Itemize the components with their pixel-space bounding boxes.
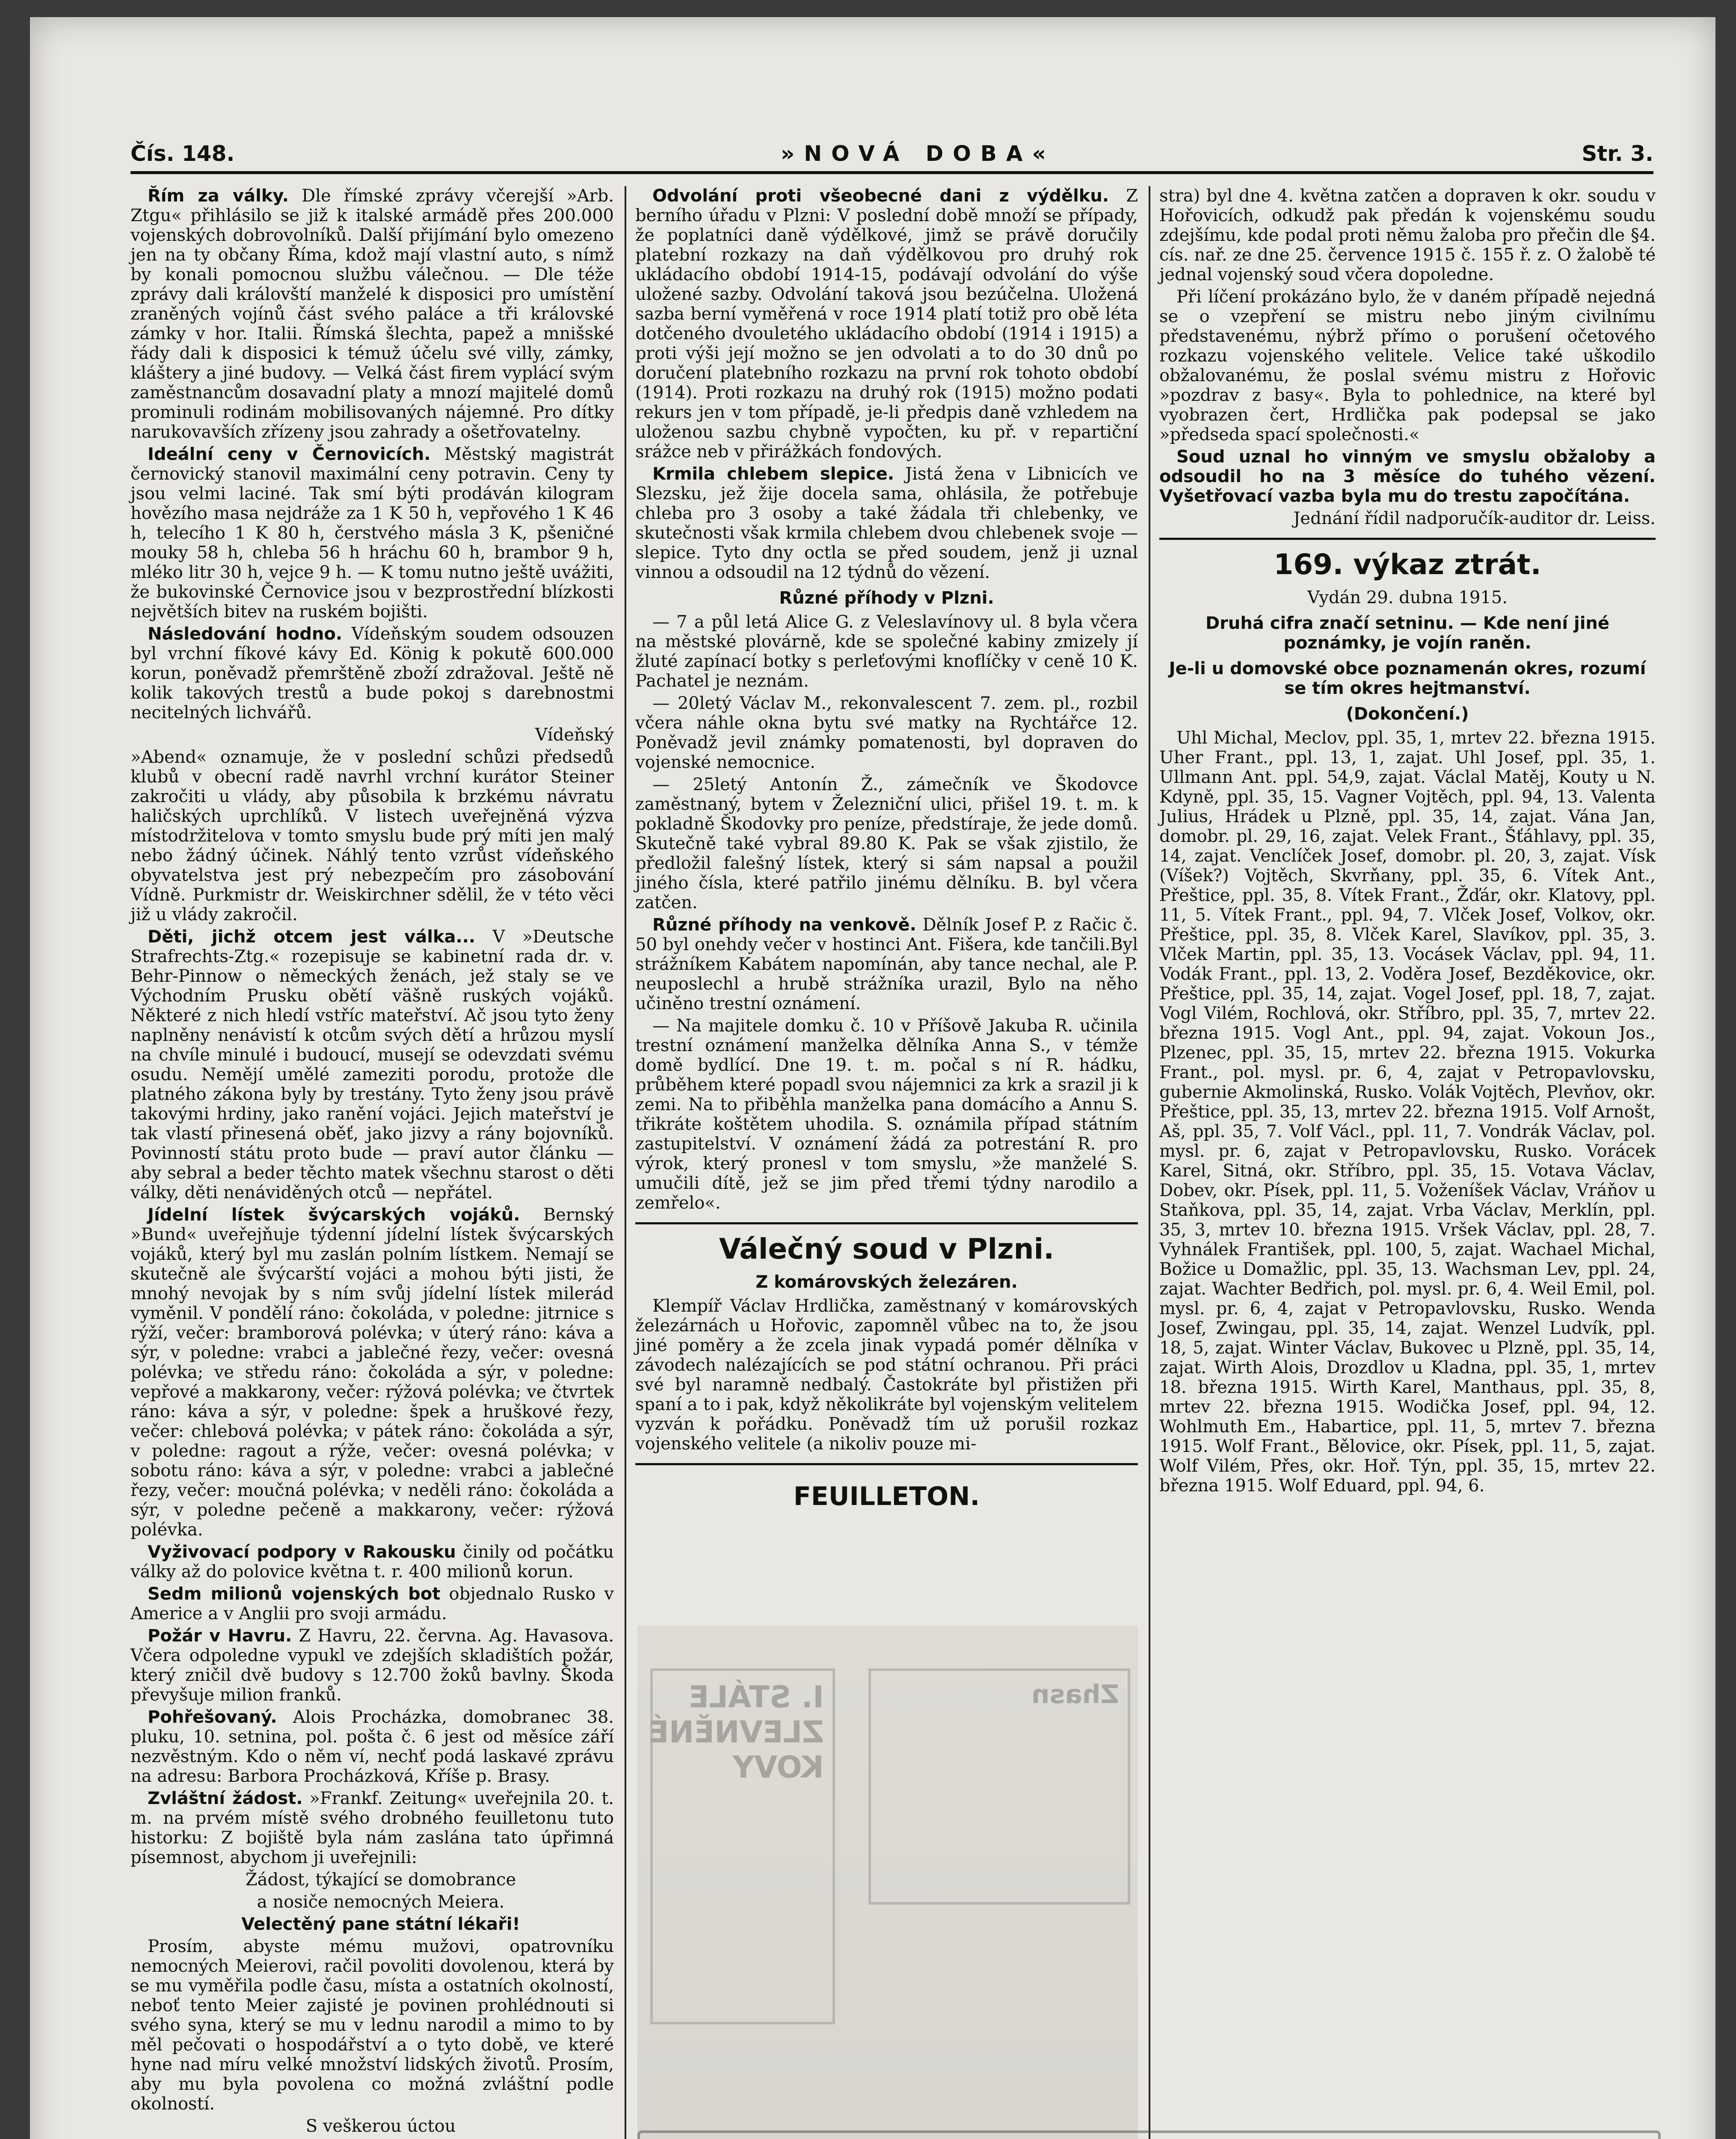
- column-1: [130, 186, 614, 2139]
- page-number: Str. 3.: [1582, 141, 1653, 166]
- article-country-events: Různé příhody na venkově. Dělník Josef P. z Račic č. 50 byl onehdy večer v hostinci Ant. Fišera, kde tančili.Byl strážníkem Kabátem napomínán, aby tance nechal, ale P. neuposlechl a hrubě strážníka urazil, Bylo na něho učiněno trestní oznámení.: [635, 915, 1138, 1013]
- event-prisov: — Na majitele domku č. 10 v Příšově Jakuba R. učinila trestní oznámení manželka dělníka Anna S., v témže domě bydlící. Dne 19. t. m. počal s ní R. hádku, průběhem které popadl svou nájemnici za krk a srazil ji k zemi. Na to přiběhla manželka pana domácího a Annu S. třikráte koštětem uhodila. S. oznámila případ státním zastupitelství. V oznámení žádá za potrestání R. pro výrok, který pronesl v tom smyslu, »že manželé S. umučili dítě, jež se jim před třemi týdny narodilo a zemřelo«.: [635, 1016, 1138, 1213]
- divider: [635, 1222, 1138, 1224]
- article-war-children: Děti, jichž otcem jest válka... V »Deutsche Strafrechts-Ztg.« rozepisuje se kabinetní rada dr. v. Behr-Pinnow o německých ženách, jež staly se ve Východním Prusku obětí väšně ruských vojáků. Některé z nich hledí vstříc mateřství. Ač jsou tyto ženy naplněny nenávistí k otcům svých dětí a hrůzou myslí na chvíle minulé i budoucí, musejí se odevzdati svému osudu. Nemějí umělé zameziti porodu, protože dle platného zákona byly by trestány. Tyto ženy jsou právě takovými hrdiny, jako ranění vojáci. Jejich mateřství je tak vlastí přinesená oběť, jako jizvy a rány bojovníků. Povinností státu proto bude — praví autor článku — aby sebral a beder těchto matek všechnu starost o děti války, děti nenáviděných otců — nepřátel.: [130, 927, 614, 1203]
- loss-report-title: 169. výkaz ztrát.: [1274, 548, 1541, 581]
- article-missing: Pohřešovaný. Alois Procházka, domobranec 38. pluku, 10. setnina, pol. pošta č. 6 jest od měsíce září nezvěstným. Kdo o něm ví, nechť podá laskavé zprávu na adresu: Barbora Procházková, Kříše p. Brasy.: [130, 1707, 614, 1786]
- divider: [1159, 538, 1656, 540]
- letter-title-1: Žádost, týkající se domobrance: [245, 1870, 516, 1890]
- letter-body: Prosím, abyste mému mužovi, opatrovníku nemocných Meierovi, račil povoliti dovolenou, která by se mu vyměřila podle času, místa a ostatních okolností, neboť tento Meier zajisté je povinen prohlédnouti si svého syna, který se mu v lednu narodil a mimo to by měl pečovati o hospodářství a o tyto době, ve které hyne nad míru velké množství lidských životů. Prosím, aby mu byla povolena co možná zvláštní podle okolností.: [130, 1937, 614, 2114]
- column-3: [1159, 186, 1656, 1498]
- court-subtitle: Z komárovských železáren.: [755, 1272, 1018, 1292]
- loss-report-list: Uhl Michal, Meclov, ppl. 35, 1, mrtev 22. března 1915. Uher Frant., ppl. 13, 1, zajat. Uhl Josef, ppl. 35, 1. Ullmann Ant. ppl. 54,9, zajat. Václal Matěj, Kouty u N. Kdyně, ppl. 35, 15. Vagner Vojtěch, ppl. 94, 13. Valenta Julius, Hrádek u Plzně, ppl. 35, 14, zajat. Vána Jan, domobr. pl. 29, 16, zajat. Velek Frant., Šťáhlavy, ppl. 35, 14, zajat. Venclíček Josef, domobr. pl. 20, 3, zajat. Vísk (Víšek?) Vojtěch, Skvrňany, ppl. 35, 6. Vítek Ant., Přeštice, ppl. 35, 8. Vítek Frant., Žďár, okr. Klatovy, ppl. 11, 5. Vítek Frant., ppl. 94, 7. Vlček Josef, Volkov, okr. Přeštice, ppl. 35, 8. Vlček Karel, Slavíkov, ppl. 35, 3. Vlček Martin, ppl. 35, 13. Vocásek Václav, ppl. 94, 11. Vodák Frant., ppl. 13, 2. Voděra Josef, Bezděkovice, okr. Přeštice, ppl. 35, 14, zajat. Vogel Josef, ppl. 18, 7, zajat. Vogl Vilém, Rochlová, okr. Stříbro, ppl. 35, 7, mrtev 22. března 1915. Vogl Ant., ppl. 94, zajat. Vokoun Jos., Plzenec, ppl. 35, 15, mrtev 22. března 1915. Vokurka Frant., pol. mysl. pr. 6, 4, zajat v Petropavlovsku, gubernie Akmolinská, Rusko. Volák Vojtěch, Plevňov, okr. Přeštice, ppl. 35, 13, mrtev 22. března 1915. Volf Arnošt, Aš, ppl. 35, 7. Volf Václ., ppl. 11, 7. Vondrák Václav, pol. mysl. pr. 6, zajat v Petropavlovsku, Rusko. Vorácek Karel, Sitná, okr. Stříbro, ppl. 35, 15. Votava Václav, Dobev, okr. Písek, ppl. 11, 5. Voženíšek Václav, Vráňov u Staňkova, ppl. 35, 14, zajat. Vrba Václav, Merklín, ppl. 35, 3, mrtev 10. března 1915. Vršek Václav, ppl. 28, 7. Vyhnálek František, ppl. 100, 5, zajat. Wachael Michal, Božice u Domažlic, ppl. 35, 13. Wachsman Lev, ppl. 24, zajat. Wachter Bedřich, pol. mysl. pr. 6, 4. Weil Emil, pol. mysl. pr. 6, 4, zajat v Petropavlovsku, Rusko. Wenda Josef, Zwingau, ppl. 35, 14, zajat. Wenzel Ludvík, ppl. 18, 5, zajat. Winter Václav, Bukovec u Plzně, ppl. 35, 14, zajat. Wirth Alois, Drozdlov u Kladna, ppl. 35, 1, mrtev 18. března 1915. Wirth Karel, Manthaus, ppl. 35, 8, mrtev 22. března 1915. Wodička Josef, ppl. 94, 12. Wohlmuth Em., Habartice, ppl. 11, 5, mrtev 7. března 1915. Wolf Frant., Bělovice, okr. Písek, ppl. 11, 5, zajat. Wolf Vilém, Přes, okr. Hoř. Týn, ppl. 35, 15, mrtev 22. března 1915. Wolf Eduard, ppl. 94, 6.: [1159, 728, 1656, 1496]
- event-vaclav: — 20letý Václav M., rekonvalescent 7. zem. pl., rozbil včera náhle okna bytu své matky na Rychtářce 12. Poněvadž jevil známky pomatenosti, byl dopraven do vojenské nemocnice.: [635, 693, 1138, 772]
- section-plzen-events: Různé příhody v Plzni.: [779, 588, 994, 608]
- loss-report-date: Vydán 29. dubna 1915.: [1307, 588, 1508, 607]
- bleed-through-advertisement: [637, 2130, 1661, 2139]
- article-vienna-lead: Vídeňský: [535, 725, 614, 745]
- event-antonin: — 25letý Antonín Ž., zámečník ve Škodovce zaměstnaný, bytem v Železniční ulici, přišel 19. t. m. k pokladně Škodovky pro peníze, předstíraje, že jede domů. Skutečně také vybral 89.80 K. Pak se však zjistilo, že předložil falešný lístek, který si sám napsal a použil jiného čísla, které patřilo jinému dělníku. B. byl včera zatčen.: [635, 775, 1138, 912]
- page-header: [130, 133, 1653, 174]
- court-judge: Jednání řídil nadporučík-auditor dr. Leiss.: [1293, 509, 1656, 528]
- newspaper-page: [30, 17, 1715, 2139]
- bleed-through-ad-left: I. STÁLE ZLEVNĚNÉ KOVY: [650, 1668, 835, 2024]
- article-havre-fire: Požár v Havru. Z Havru, 22. června. Ag. Havasova. Včera odpoledne vypukl ve zdejších skladištích požár, který zničil dvě budovy s 12.700 žoků bavlny. Škoda převyšuje milion franků.: [130, 1626, 614, 1705]
- article-chickens: Krmila chlebem slepice. Jistá žena v Libnicích ve Slezsku, jež žije docela sama, ohlásila, že potřebuje chleba pro 3 osoby a také žádala tři chlebenky, ve skutečnosti však krmila chlebem dvou chlebenek svoje — slepice. Tyto dny octla se před soudem, jenž ji uznal vinnou a odsoudil na 12 týdnů do vězení.: [635, 464, 1138, 582]
- divider: [635, 1463, 1138, 1465]
- feuilleton-heading: FEUILLETON.: [793, 1481, 980, 1511]
- loss-report-note-2: Je-li u domovské obce poznamenán okres, rozumí se tím okres hejtmanství.: [1169, 659, 1646, 698]
- article-tax-appeal: Odvolání proti všeobecné dani z výdělku. Z berního úřadu v Plzni: V poslední době množí se případy, že poplatníci daně výdělkové, jimž se právě doručily platební rozkazy na daň výdělkovou pro druhý rok ukládacího období 1914-15, podávají odvolání do výše uložené sazby. Odvolání taková jsou bezúčelna. Uložená sazba berní vyměřená v roce 1914 platí totiž pro obě léta dotčeného dvouletého ukládacího období (1914 i 1915) a proti výši její možno se jen odvolati a to do 30 dnů po doručení platebního rozkazu na první rok tohoto období (1914). Proti rozkazu na druhý rok (1915) možno podati rekurs jen v tom případě, je-li předpis daně vzhledem na uloženou sazbu chybně vypočten, ku př. v repartiční srážce neb v přirážkách fondových.: [635, 186, 1138, 462]
- letter-salutation: Velectěný pane státní lékaři!: [241, 1914, 520, 1934]
- court-continued: stra) byl dne 4. května zatčen a dopraven k okr. soudu v Hořovicích, odkudž pak předán k vojenskému soudu zdejšímu, kde podal proti němu žaloba pro přečin dle §4. cís. nař. ze dne 25. července 1915 č. 155 ř. z. O žalobě té jednal vojenský soud včera dopoledne.: [1159, 186, 1656, 284]
- loss-report-continued: (Dokončení.): [1346, 704, 1469, 724]
- letter-title-2: a nosiče nemocných Meiera.: [257, 1892, 505, 1912]
- newspaper-title: »NOVÁ DOBA«: [781, 141, 1055, 166]
- article-vienna: »Abend« oznamuje, že v poslední schůzi předsedů klubů v obecní radě navrhl vrchní kurátor Steiner zakročiti u vlády, aby působila k brzkému návratu haličských uprchlíků. V listech uveřejněná výzva místodržitelova v tomto smyslu bude prý míti jen malý nebo žádný účinek. Náhlý tento vzrůst vídeňského obyvatelstva jest prý nebezpečím pro zásobování Vídně. Purkmistr dr. Weiskirchner sdělil, že v této věci již u vlády zakročil.: [130, 747, 614, 924]
- article-support: Vyživovací podpory v Rakousku činily od počátku války až do polovice května t. r. 400 milionů korun.: [130, 1542, 614, 1582]
- event-alice: — 7 a půl letá Alice G. z Veleslavínovy ul. 8 byla včera na městské plovárně, kde se společné kabiny zmizely jí žluté zapínací botky s perleťovými knoflíčky v ceně 10 K. Pachatel je neznám.: [635, 612, 1138, 691]
- column-2: [635, 186, 1138, 1511]
- column-rule-2: [1149, 186, 1150, 2139]
- court-hearing: Při líčení prokázáno bylo, že v daném případě nejedná se o vzepření se mistru nebo jiným civilnímu představenému, nýbrž přímo o porušení očetového rozkazu vojenského velitele. Velice také uškodilo obžalovanému, že poslal svému mistru z Hořovic »pozdrav z basy«. Byla to pohlednice, na které byl vyobrazen čert, Hrdlička pak podepsal se jako »předseda spací společnosti.«: [1159, 287, 1656, 444]
- loss-report-note-1: Druhá cifra značí setninu. — Kde není jiné poznámky, je vojín raněn.: [1205, 613, 1610, 653]
- issue-number: Čís. 148.: [130, 141, 235, 166]
- letter-closing-1: S veškerou úctou: [305, 2116, 456, 2136]
- article-swiss-menu: Jídelní lístek švýcarských vojáků. Bernský »Bund« uveřejňuje týdenní jídelní lístek švýcarských vojáků, který byl mu zaslán polním lístkem. Nemají se skutečně ale švýcarští vojáci a mohou býti jisti, že mnohý nevojak by s ním svůj jídelní lístek milerád vyměnil. V pondělí ráno: čokoláda, v poledne: jitrnice s rýží, večer: bramborová polévka; v úterý ráno: káva a sýr, v poledne: vrabci a jablečné řezy, večer: ovesná polévka; ve středu ráno: čokoláda a sýr, v poledne: vepřové a makkarony, večer: rýžová polévka; ve čtvrtek ráno: káva a sýr, v poledne: špek a hruškové řezy, večer: chlebová polévka; v pátek ráno: čokoláda a sýr, v poledne: ragout a rýže, večer: ovesná polévka; v sobotu ráno: káva a sýr, v poledne: vrabci a jablečné řezy, večer: moučná polévka; v neděli ráno: čokoláda a sýr, v poledne pečeně a makkarony, večer: rýžová polévka.: [130, 1205, 614, 1540]
- court-title: Válečný soud v Plzni.: [719, 1232, 1055, 1265]
- court-text: Klempíř Václav Hrdlička, zaměstnaný v komárovských železárnách u Hořovic, zapomněl vůbec na to, že jsou jiné poměry a že zcela jinak vypadá pomér dělníka v závodech nalézajících se pod státní ochranou. Při práci své byl naramně nedbalý. Častokráte byl přistižen při spaní a to i pak, když několikráte byl vojenským velitelem vyzván k pořádku. Poněvadž tím už porušil rozkaz vojenského velitele (a nikoliv pouze mi-: [635, 1296, 1138, 1454]
- article-cernovice: Ideální ceny v Černovicích. Městský magistrát černovický stanovil maximální ceny potravin. Ceny ty jsou velmi laciné. Tak smí býti prodáván kilogram hovězího masa nejdráže za 1 K 50 h, vepřového 1 K 46 h, telecího 1 K 80 h, čerstvého másla 3 K, pšeničné mouky 58 h, chleba 56 h hráchu 60 h, brambor 9 h, mléko litr 30 h, vejce 9 h. — K tomu nutno ještě uvážiti, že bukovinské Černovice jsou v bezprostřední blízkosti největších bitev na ruském bojišti.: [130, 444, 614, 622]
- article-rome: Řím za války. Dle římské zprávy včerejší »Arb. Ztgu« přihlásilo se již k italské armádě přes 200.000 vojenských dobrovolníků. Další přijímání bylo omezeno jen na ty občany Říma, kdož mají vlastní auto, s nímž by konali pomocnou službu válečnou. — Dle téže zprávy dali královští manželé k disposici pro umístění zraněných vojínů část svého paláce a tři královské zámky v hor. Italii. Římská šlechta, papež a mnišské řády dali k disposici k témuž účelu své villy, zámky, kláštery a jiné budovy. — Velká část firem vyplácí svým zaměstnancům dosavadní platy a mnozí majitelé domů prominuli rodinám mobilisovaných nájemné. Pro dítky narukovavších zřízeny jsou zahrady a ošetřovatelny.: [130, 186, 614, 442]
- court-verdict: Soud uznal ho vinným ve smyslu obžaloby a odsoudil ho na 3 měsíce do tuhého vězení. Vyšetřovací vazba byla mu do trestu započítána.: [1159, 447, 1656, 506]
- bleed-through-ad-right: Zhasn: [868, 1668, 1130, 1905]
- article-following: Následování hodno. Vídeňským soudem odsouzen byl vrchní fíkové kávy Ed. König k pokutě 600.000 korun, poněvadž přemrštěně zboží zdražoval. Ještě ně kolik takových trestů a bude pokoj s darebnostmi necitelných lichvářů.: [130, 624, 614, 723]
- column-rule-1: [625, 186, 626, 2139]
- article-boots: Sedm milionů vojenských bot objednalo Rusko v Americe a v Anglii pro svoji armádu.: [130, 1584, 614, 1624]
- article-request: Zvláštní žádost. »Frankf. Zeitung« uveřejnila 20. t. m. na prvém místě svého drobného feuilletonu tuto historku: Z bojiště byla nám zaslána tato úpřimná písemnost, abychom ji uveřejnili:: [130, 1789, 614, 1867]
